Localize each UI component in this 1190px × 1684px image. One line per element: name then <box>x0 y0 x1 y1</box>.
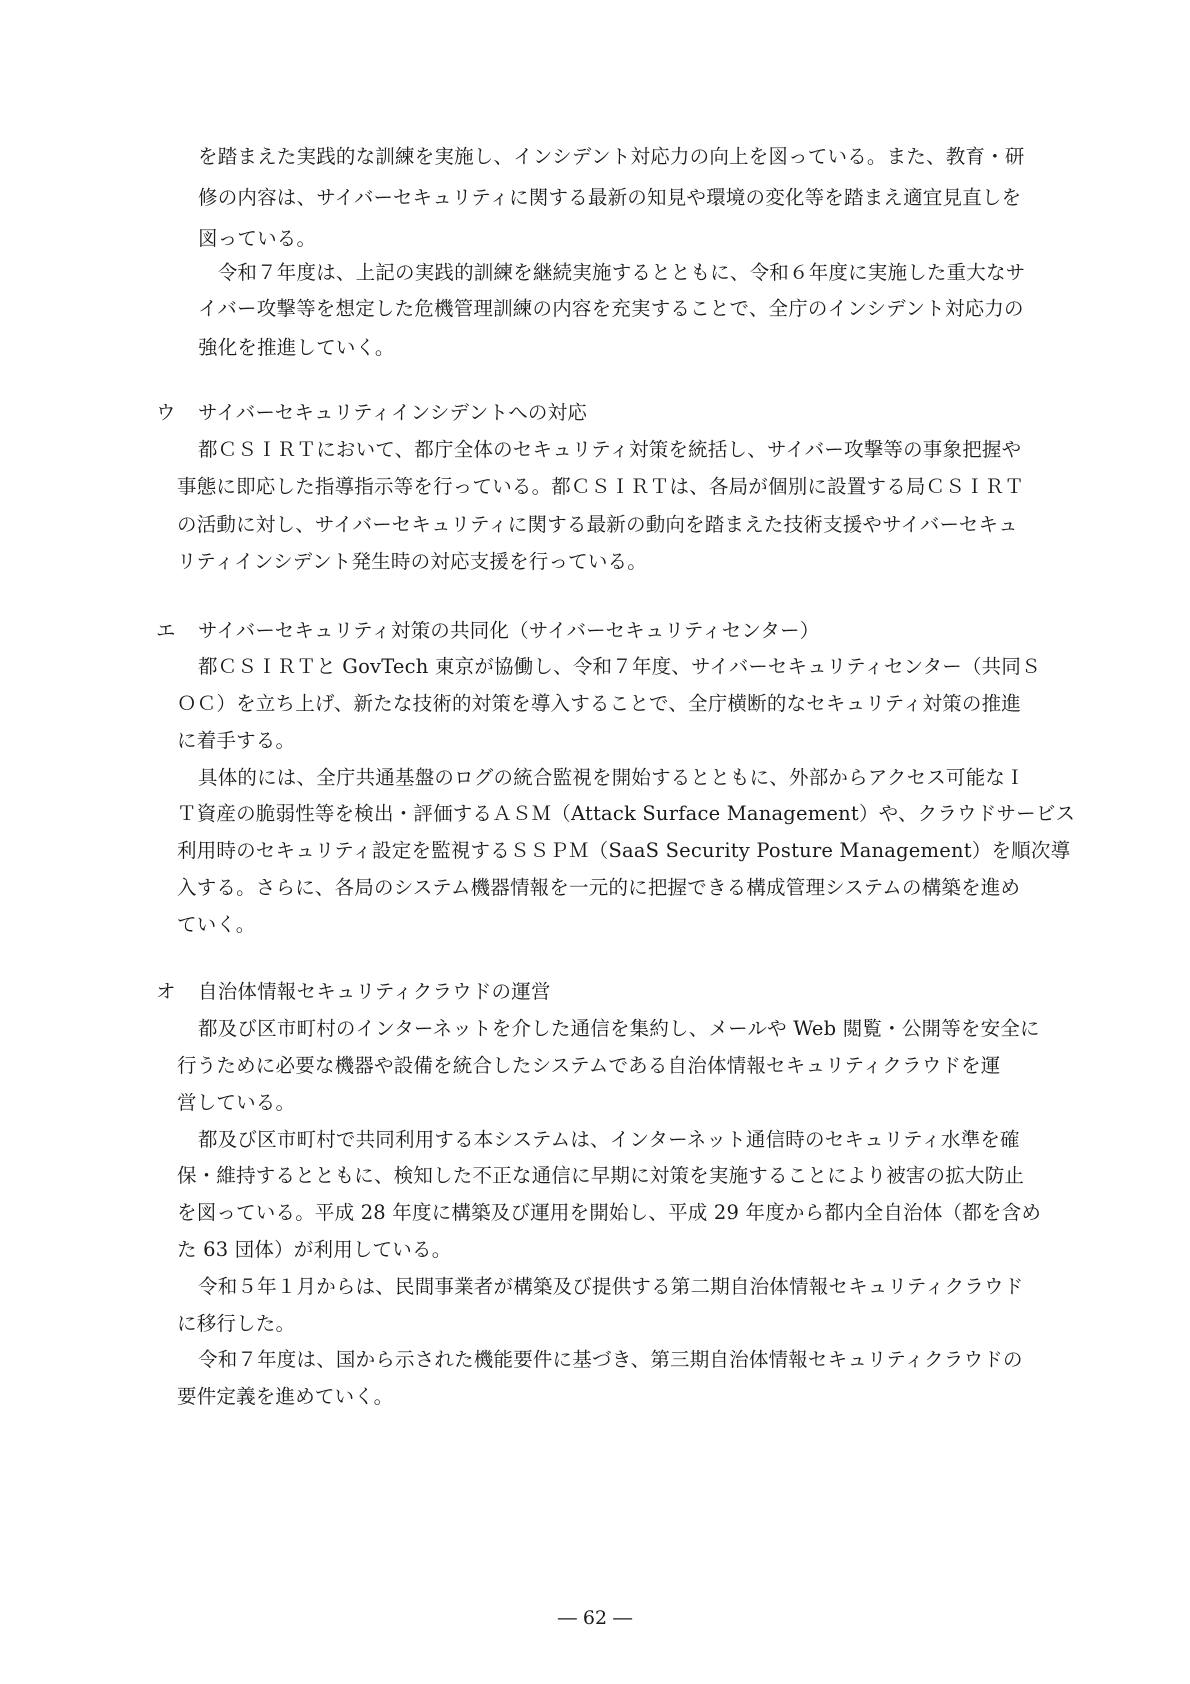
body-line: を踏まえた実践的な訓練を実施し、インシデント対応力の向上を図っている。また、教育・研 <box>198 145 1025 168</box>
body-line: 行うために必要な機器や設備を統合したシステムである自治体情報セキュリティクラウドを運 <box>177 1054 1001 1077</box>
body-line: リティインシデント発生時の対応支援を行っている。 <box>177 550 647 573</box>
section-marker: ウ <box>156 401 176 424</box>
body-line: 保・維持するとともに、検知した不正な通信に早期に対策を実施することにより被害の拡大防止 <box>177 1164 1025 1187</box>
section-marker: エ <box>156 619 176 642</box>
page-number: ― 62 ― <box>557 1607 633 1629</box>
section-title: サイバーセキュリティ対策の共同化（サイバーセキュリティセンター） <box>198 619 820 642</box>
body-line: 強化を推進していく。 <box>198 336 395 359</box>
body-line: に移行した。 <box>177 1312 296 1335</box>
section-title: 自治体情報セキュリティクラウドの運営 <box>198 980 551 1003</box>
body-line: 令和７年度は、上記の実践的訓練を継続実施するとともに、令和６年度に実施した重大なサ <box>198 261 1026 284</box>
body-line: 要件定義を進めていく。 <box>177 1385 394 1408</box>
body-line: 都及び区市町村で共同利用する本システムは、インターネット通信時のセキュリティ水準を確 <box>198 1128 1020 1151</box>
section-marker: オ <box>156 980 176 1003</box>
section-heading-o <box>156 978 551 1006</box>
section-heading-e <box>156 617 819 645</box>
body-line: 令和７年度は、国から示された機能要件に基づき、第三期自治体情報セキュリティクラウドの <box>198 1348 1023 1371</box>
section-title: サイバーセキュリティインシデントへの対応 <box>198 401 588 424</box>
body-line: 都ＣＳＩＲＴにおいて、都庁全体のセキュリティ対策を統括し、サイバー攻撃等の事象把握や <box>198 438 1022 461</box>
body-line: 都ＣＳＩＲＴと GovTech 東京が協働し、令和７年度、サイバーセキュリティセンター（共同Ｓ <box>198 655 1041 678</box>
body-line: イバー攻撃等を想定した危機管理訓練の内容を充実することで、全庁のインシデント対応力の <box>198 297 1024 320</box>
body-line: 入する。さらに、各局のシステム機器情報を一元的に把握できる構成管理システムの構築を進め <box>177 876 1021 899</box>
body-line: 図っている。 <box>198 227 317 250</box>
body-line: ていく。 <box>177 913 256 936</box>
body-line: た 63 団体）が利用している。 <box>177 1238 452 1261</box>
body-line: の活動に対し、サイバーセキュリティに関する最新の動向を踏まえた技術支援やサイバーセキュ <box>177 513 1018 536</box>
body-line: 具体的には、全庁共通基盤のログの統合監視を開始するとともに、外部からアクセス可能なＩ <box>198 766 1025 789</box>
body-line: 営している。 <box>177 1091 296 1114</box>
body-line: 利用時のセキュリティ設定を監視するＳＳＰＭ（SaaS Security Posture Management）を順次導 <box>177 839 1071 862</box>
body-line: 令和５年１月からは、民間事業者が構築及び提供する第二期自治体情報セキュリティクラウド <box>198 1275 1024 1298</box>
body-line: を図っている。平成 28 年度に構築及び運用を開始し、平成 29 年度から都内全自治体（都を含め <box>177 1201 1042 1224</box>
body-line: に着手する。 <box>177 729 296 752</box>
section-heading-u <box>156 399 587 427</box>
body-line: ＯＣ）を立ち上げ、新たな技術的対策を導入することで、全庁横断的なセキュリティ対策の推進 <box>177 692 1021 715</box>
body-line: 都及び区市町村のインターネットを介した通信を集約し、メールや Web 閲覧・公開等を安全に <box>198 1017 1040 1040</box>
body-line: Ｔ資産の脆弱性等を検出・評価するＡＳＭ（Attack Surface Management）や、クラウドサービス <box>177 802 1076 825</box>
body-line: 事態に即応した指導指示等を行っている。都ＣＳＩＲＴは、各局が個別に設置する局ＣＳＩＲＴ <box>177 475 1025 498</box>
body-line: 修の内容は、サイバーセキュリティに関する最新の知見や環境の変化等を踏まえ適宜見直しを <box>198 186 1022 209</box>
